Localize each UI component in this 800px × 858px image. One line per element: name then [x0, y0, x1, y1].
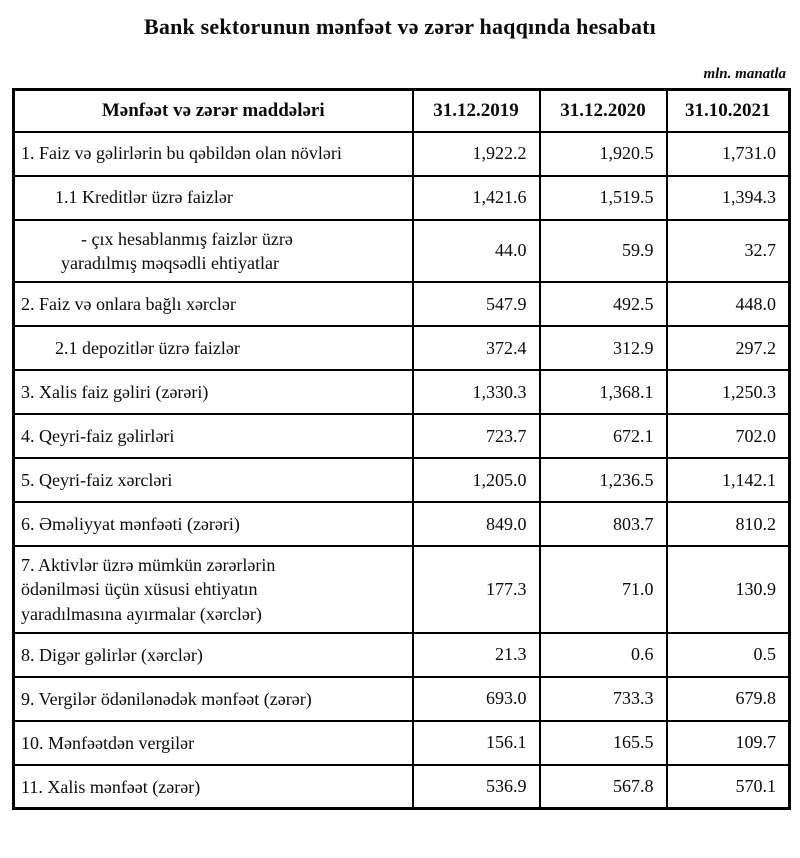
row-value: 723.7: [413, 414, 540, 458]
row-value: 71.0: [540, 546, 667, 633]
row-label: [14, 282, 413, 326]
row-label: [14, 458, 413, 502]
row-value: 1,142.1: [667, 458, 790, 502]
row-label: [14, 132, 413, 176]
row-value: 1,250.3: [667, 370, 790, 414]
row-label-line: 2.1 depozitlər üzrə faizlər: [55, 337, 240, 358]
table-row: [14, 370, 790, 414]
row-value: 803.7: [540, 502, 667, 546]
row-label: [14, 370, 413, 414]
row-value: 1,368.1: [540, 370, 667, 414]
table-row: [14, 220, 790, 283]
row-value: 109.7: [667, 721, 790, 765]
row-value: 1,731.0: [667, 132, 790, 176]
row-label: [14, 721, 413, 765]
row-value: 32.7: [667, 220, 790, 283]
table-row: [14, 414, 790, 458]
row-label: [14, 765, 413, 809]
table-body: [14, 132, 790, 809]
row-value: 0.5: [667, 633, 790, 677]
row-label-line: 10. Mənfəətdən vergilər: [21, 732, 195, 753]
header-row: [14, 90, 790, 132]
header-date-2021: 31.10.2021: [667, 90, 790, 132]
row-value: 693.0: [413, 677, 540, 721]
table-row: [14, 765, 790, 809]
row-value: 1,920.5: [540, 132, 667, 176]
row-label-line: 2. Faiz və onlara bağlı xərclər: [21, 293, 236, 314]
row-value: 672.1: [540, 414, 667, 458]
row-value: 810.2: [667, 502, 790, 546]
table-row: [14, 458, 790, 502]
page-title: Bank sektorunun mənfəət və zərər haqqında hesabatı: [144, 14, 656, 39]
row-value: 21.3: [413, 633, 540, 677]
row-value: 1,330.3: [413, 370, 540, 414]
row-label-line: yaradılmasına ayırmalar (xərclər): [21, 603, 262, 624]
row-value: 448.0: [667, 282, 790, 326]
row-label-line: 8. Digər gəlirlər (xərclər): [21, 644, 203, 665]
row-label: [14, 220, 413, 283]
header-date-2019: 31.12.2019: [413, 90, 540, 132]
row-label-line: 11. Xalis mənfəət (zərər): [21, 776, 201, 797]
row-value: 44.0: [413, 220, 540, 283]
row-label-line: 3. Xalis faiz gəliri (zərəri): [21, 381, 209, 402]
row-value: 733.3: [540, 677, 667, 721]
row-label: [14, 633, 413, 677]
row-value: 297.2: [667, 326, 790, 370]
row-value: 1,922.2: [413, 132, 540, 176]
row-label-line: yaradılmış məqsədli ehtiyatlar: [61, 252, 279, 273]
row-label-line: 1. Faiz və gəlirlərin bu qəbildən olan növləri: [21, 143, 342, 164]
row-label: [14, 414, 413, 458]
unit-note: mln. manatla: [703, 66, 786, 82]
row-value: 567.8: [540, 765, 667, 809]
row-label-line: 1.1 Kreditlər üzrə faizlər: [55, 187, 233, 208]
row-value: 679.8: [667, 677, 790, 721]
row-value: 0.6: [540, 633, 667, 677]
row-label-line: ödənilməsi üçün xüsusi ehtiyatın: [21, 579, 258, 600]
header-items-column: Mənfəət və zərər maddələri: [14, 90, 413, 132]
row-value: 156.1: [413, 721, 540, 765]
row-value: 536.9: [413, 765, 540, 809]
row-value: 849.0: [413, 502, 540, 546]
row-label: [14, 502, 413, 546]
row-label-line: 6. Əməliyyat mənfəəti (zərəri): [21, 513, 240, 534]
row-label-line: 9. Vergilər ödənilənədək mənfəət (zərər): [21, 688, 312, 709]
profit-loss-table: [12, 88, 791, 810]
table-row: [14, 721, 790, 765]
row-value: 59.9: [540, 220, 667, 283]
row-value: 312.9: [540, 326, 667, 370]
row-label: [14, 176, 413, 220]
table-row: [14, 176, 790, 220]
row-label-line: 5. Qeyri-faiz xərcləri: [21, 469, 173, 490]
table-row: [14, 546, 790, 633]
header-date-2020: 31.12.2020: [540, 90, 667, 132]
row-value: 130.9: [667, 546, 790, 633]
row-value: 1,236.5: [540, 458, 667, 502]
row-value: 372.4: [413, 326, 540, 370]
table-row: [14, 326, 790, 370]
row-value: 165.5: [540, 721, 667, 765]
row-value: 547.9: [413, 282, 540, 326]
table-row: [14, 677, 790, 721]
row-label: [14, 326, 413, 370]
row-label: [14, 546, 413, 633]
row-label-line: 7. Aktivlər üzrə mümkün zərərlərin: [21, 555, 276, 576]
row-value: 570.1: [667, 765, 790, 809]
row-value: 1,205.0: [413, 458, 540, 502]
row-value: 1,394.3: [667, 176, 790, 220]
row-value: 1,519.5: [540, 176, 667, 220]
row-value: 702.0: [667, 414, 790, 458]
row-value: 1,421.6: [413, 176, 540, 220]
table-header: [14, 90, 790, 132]
row-label-line: - çıx hesablanmış faizlər üzrə: [81, 228, 293, 249]
row-label: [14, 677, 413, 721]
table-row: [14, 132, 790, 176]
row-value: 177.3: [413, 546, 540, 633]
table-row: [14, 282, 790, 326]
table-row: [14, 633, 790, 677]
row-value: 492.5: [540, 282, 667, 326]
table-row: [14, 502, 790, 546]
row-label-line: 4. Qeyri-faiz gəlirləri: [21, 425, 175, 446]
